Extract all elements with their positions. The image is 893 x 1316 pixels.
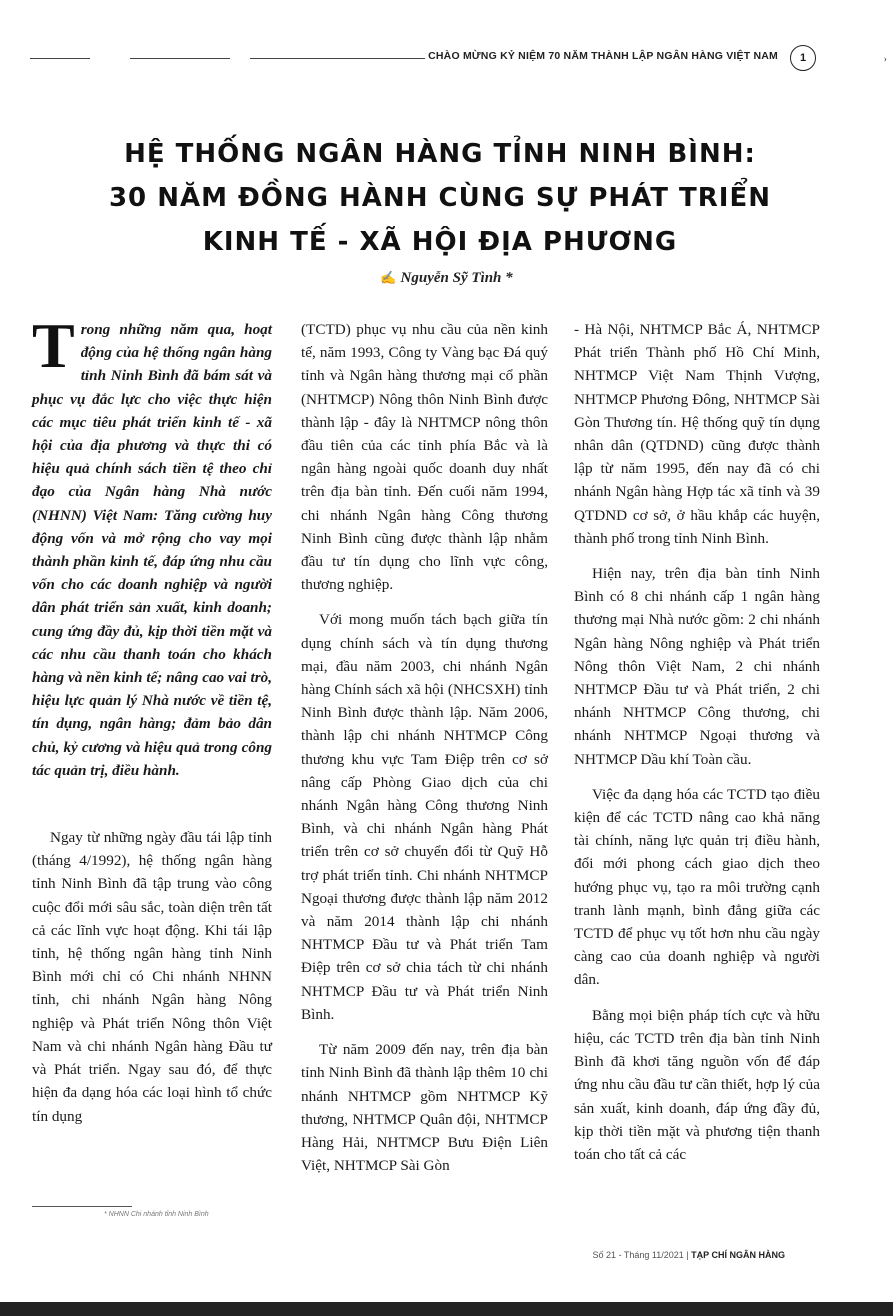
body-paragraph: (TCTD) phục vụ nhu cầu của nền kinh tế, năm 1993, Công ty Vàng bạc Đá quý tỉnh và Ngân hàng thương mại cổ phần (NHTMCP) Nông thôn Ninh Bình được thành lập - đây là NHTMCP nông thôn đầu tiên của các tỉnh phía Bắc và là ngân hàng ngoài quốc doanh duy nhất trên địa bàn tỉnh. Đến cuối năm 1994, chi nhánh Ngân hàng Công thương Ninh Bình cũng được thành lập nhằm đầu tư tín dụng cho lĩnh vực công, thương nghiệp. [301, 321, 548, 594]
bottom-scan-band [0, 1302, 893, 1316]
column-2 [301, 318, 548, 1177]
body-paragraph: Với mong muốn tách bạch giữa tín dụng chính sách và tín dụng thương mại, đầu năm 2003, chi nhánh Ngân hàng Chính sách xã hội (NHCSXH) tỉnh Ninh Bình được thành lập. Năm 2006, thành lập chi nhánh NHTMCP Công thương khu vực Tam Điệp trên cơ sở nâng cấp Phòng Giao dịch của chi nhánh Ngân hàng Công thương Ninh Bình, và chi nhánh Ngân hàng Phát triển trên cơ sở chuyển đổi từ Quỹ Hỗ trợ phát triển tỉnh. Chi nhánh NHTMCP Ngoại thương được thành lập năm 2012 và năm 2014 thành lập chi nhánh NHTMCP Đầu tư và Phát triển Tam Điệp trên cơ sở chia tách từ chi nhánh NHTMCP Đầu tư và Phát triển Ninh Bình. [301, 611, 548, 1023]
footer-separator: | [686, 1250, 692, 1260]
author-byline [0, 270, 893, 287]
footer-publication: TẠP CHÍ NGÂN HÀNG [691, 1250, 785, 1260]
body-paragraph: - Hà Nội, NHTMCP Bắc Á, NHTMCP Phát triển Thành phố Hồ Chí Minh, NHTMCP Việt Nam Thịnh Vượng, NHTMCP Phương Đông, NHTMCP Sài Gòn Thương tín. Hệ thống quỹ tín dụng nhân dân (QTDND) cũng được thành lập từ năm 1995, đến nay đã có chi nhánh Ngân hàng Hợp tác xã tỉnh và 39 QTDND cơ sở, ở hầu khắp các huyện, thành phố trong tỉnh Ninh Bình. [574, 321, 820, 547]
article-title [80, 132, 800, 264]
body-paragraph: Việc đa dạng hóa các TCTD tạo điều kiện để các TCTD nâng cao khả năng tài chính, năng lực quản trị điều hành, đổi mới phong cách giao dịch theo hướng phục vụ, tạo ra môi trường cạnh tranh lành mạnh, bình đẳng giữa các TCTD để phục vụ tốt hơn nhu cầu ngày càng cao của doanh nghiệp và người dân. [574, 785, 820, 989]
margin-mark: › [883, 54, 887, 65]
drop-cap: T [32, 310, 75, 381]
title-line-2: 30 NĂM ĐỒNG HÀNH CÙNG SỰ PHÁT TRIỂN [108, 183, 772, 213]
running-title: CHÀO MỪNG KỶ NIỆM 70 NĂM THÀNH LẬP NGÂN HÀNG VIỆT NAM [428, 50, 778, 62]
lead-spacer [32, 782, 272, 826]
column-1 [32, 310, 272, 1128]
footnote: * NHNN Chi nhánh tỉnh Ninh Bình [104, 1211, 209, 1218]
column-3 [574, 318, 820, 1166]
header-rule-middle [130, 58, 230, 59]
running-header [30, 46, 830, 70]
title-line-1: HỆ THỐNG NGÂN HÀNG TỈNH NINH BÌNH: [124, 139, 756, 169]
pen-icon: ✍ [380, 270, 397, 285]
page-number: 1 [790, 45, 816, 71]
author-name: Nguyễn Sỹ Tình * [400, 270, 513, 286]
header-rule-right [250, 58, 425, 59]
lead-paragraph [32, 310, 272, 782]
body-paragraph: Ngay từ những ngày đầu tái lập tỉnh (tháng 4/1992), hệ thống ngân hàng tỉnh Ninh Bình đã tập trung vào công cuộc đổi mới sâu sắc, toàn diện trên tất cả các lĩnh vực hoạt động. Khi tái lập tỉnh, hệ thống ngân hàng tỉnh Ninh Bình mới chỉ có Chi nhánh NHNN tỉnh, chi nhánh Ngân hàng Nông nghiệp và Phát triển Nông thôn Việt Nam và chi nhánh Ngân hàng Đầu tư và Phát triển. Ngay sau đó, để thực hiện đa dạng hóa các loại hình tổ chức tín dụng [32, 829, 272, 1125]
body-paragraph: Hiện nay, trên địa bàn tỉnh Ninh Bình có 8 chi nhánh cấp 1 ngân hàng thương mại Nhà nước gồm: 2 chi nhánh Ngân hàng Nông nghiệp và Phát triển Nông thôn Việt Nam, 2 chi nhánh NHTMCP Đầu tư và Phát triển, 2 chi nhánh NHTMCP Công thương, chi nhánh NHTMCP Ngoại thương và NHTMCP Dầu khí Toàn cầu. [574, 565, 820, 768]
body-paragraph: Từ năm 2009 đến nay, trên địa bàn tỉnh Ninh Bình đã thành lập thêm 10 chi nhánh NHTMCP gồm NHTMCP Kỹ thương, NHTMCP Quân đội, NHTMCP Hàng Hải, NHTMCP Bưu Điện Liên Việt, NHTMCP Sài Gòn [301, 1041, 548, 1175]
footer-issue: Số 21 - Tháng 11/2021 [592, 1250, 684, 1260]
title-line-3: KINH TẾ - XÃ HỘI ĐỊA PHƯƠNG [202, 227, 678, 257]
footnote-rule [32, 1206, 132, 1207]
lead-text: rong những năm qua, hoạt động của hệ thống ngân hàng tỉnh Ninh Bình đã bám sát và phục vụ đắc lực cho việc thực hiện các mục tiêu phát triển kinh tế - xã hội của địa phương và thực thi có hiệu quả chính sách tiền tệ theo chỉ đạo của Ngân hàng Nhà nước (NHNN) Việt Nam: Tăng cường huy động vốn và mở rộng cho vay mọi thành phần kinh tế, đáp ứng nhu cầu vốn cho các doanh nghiệp và người dân phát triển sản xuất, kinh doanh; cung ứng đầy đủ, kịp thời tiền mặt và các nhu cầu thanh toán cho khách hàng và nền kinh tế; nâng cao vai trò, hiệu lực quản lý Nhà nước về tiền tệ, tín dụng, ngân hàng; đảm bảo dân chủ, kỷ cương và hiệu quả trong công tác quản trị, điều hành. [32, 321, 272, 779]
header-rule-left [30, 58, 90, 59]
body-paragraph: Bằng mọi biện pháp tích cực và hữu hiệu, các TCTD trên địa bàn tỉnh Ninh Bình đã khơi tăng nguồn vốn để đáp ứng nhu cầu đầu tư cần thiết, hợp lý của sản xuất, kinh doanh, đáp ứng đầy đủ, kịp thời tiền mặt và phương tiện thanh toán cho tất cả các [574, 1006, 820, 1163]
page-footer [593, 1250, 785, 1260]
